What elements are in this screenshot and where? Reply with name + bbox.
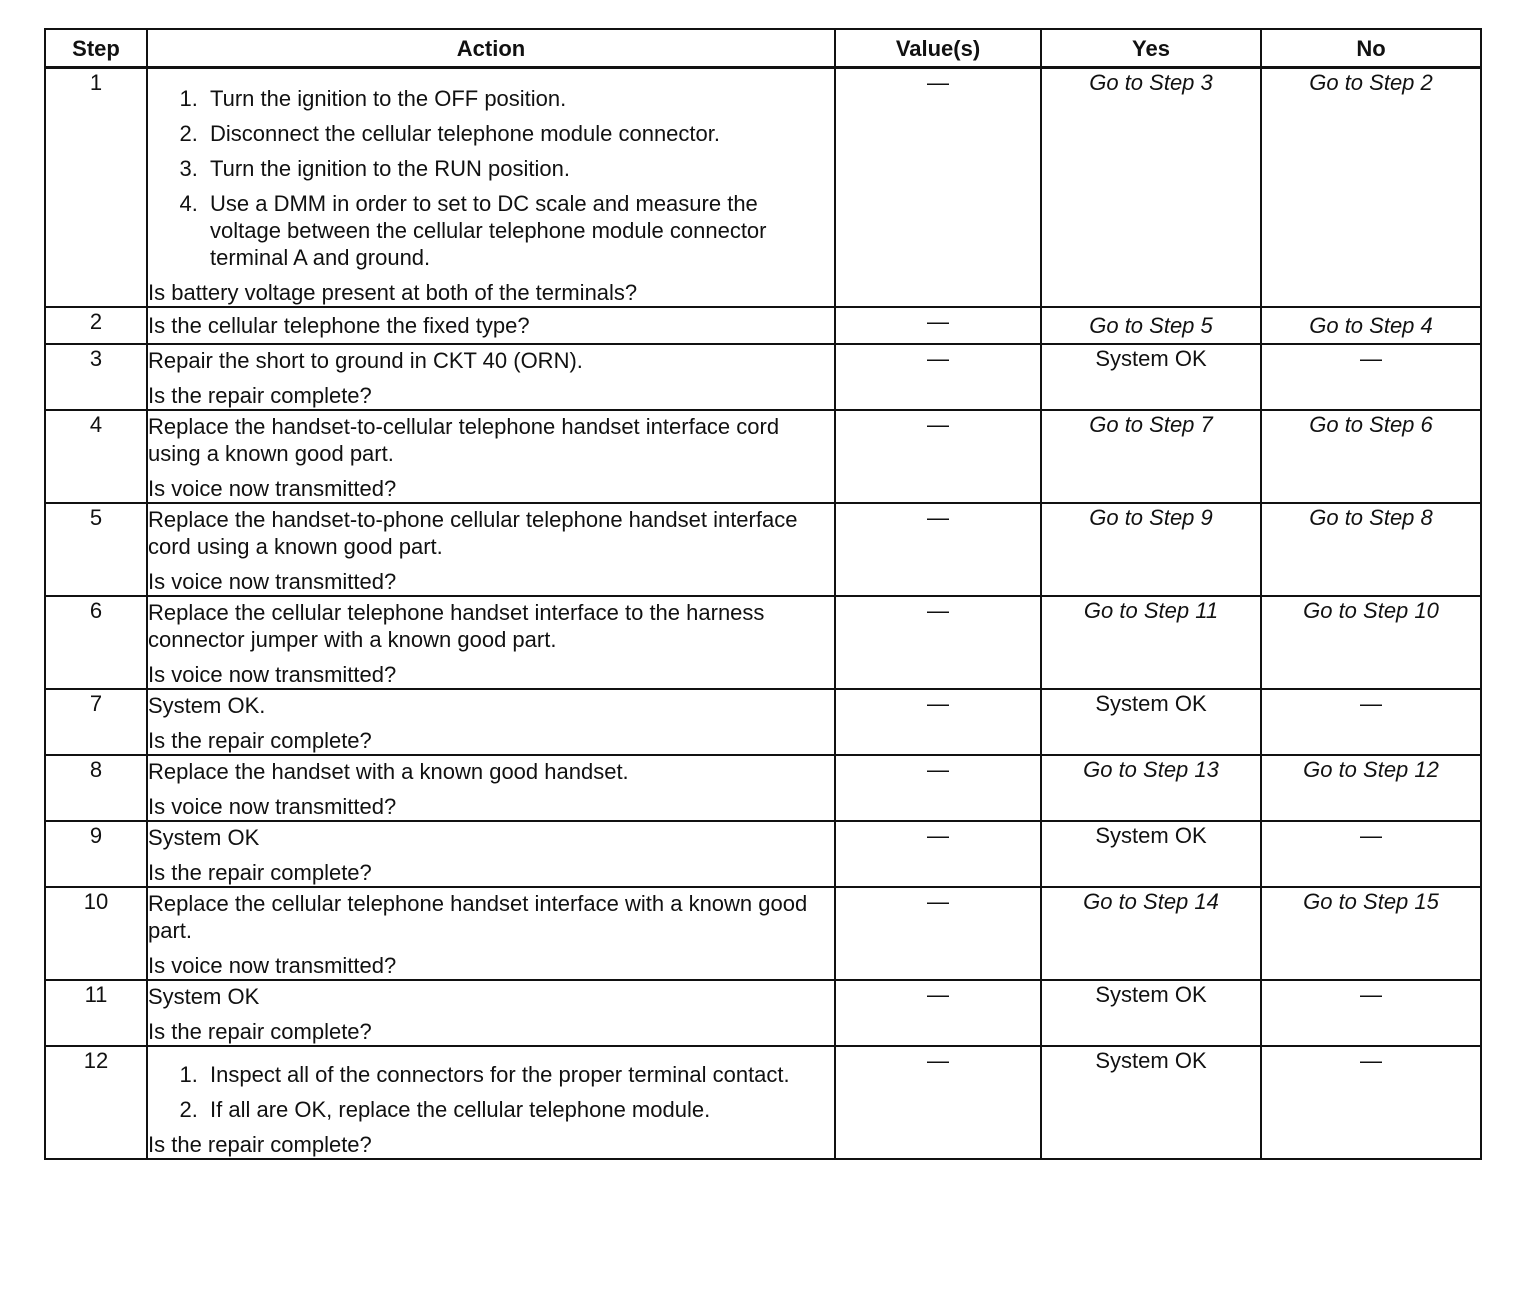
- step-number: 12: [45, 1046, 147, 1159]
- value-cell: —: [835, 1046, 1041, 1159]
- action-cell: [147, 344, 835, 410]
- no-result: Go to Step 10: [1261, 596, 1481, 689]
- action-cell: [147, 689, 835, 755]
- no-result: Go to Step 4: [1261, 307, 1481, 344]
- step-number: 7: [45, 689, 147, 755]
- no-result: Go to Step 15: [1261, 887, 1481, 980]
- header-step: Step: [45, 29, 147, 68]
- yes-result: System OK: [1041, 689, 1261, 755]
- value-cell: —: [835, 68, 1041, 308]
- value-cell: —: [835, 307, 1041, 344]
- step-number: 5: [45, 503, 147, 596]
- table-row: [45, 689, 1481, 755]
- action-question: Is the repair complete?: [148, 383, 372, 408]
- action-cell: [147, 307, 835, 344]
- no-result: Go to Step 12: [1261, 755, 1481, 821]
- action-cell: [147, 410, 835, 503]
- no-result: Go to Step 8: [1261, 503, 1481, 596]
- step-number: 3: [45, 344, 147, 410]
- action-question: Is the repair complete?: [148, 728, 372, 753]
- table-row: [45, 821, 1481, 887]
- no-result: —: [1261, 344, 1481, 410]
- value-cell: —: [835, 503, 1041, 596]
- action-question: Is voice now transmitted?: [148, 953, 397, 978]
- table-row: [45, 755, 1481, 821]
- diagnostic-table: [44, 28, 1482, 1160]
- no-result: —: [1261, 1046, 1481, 1159]
- action-cell: [147, 68, 835, 308]
- value-cell: —: [835, 980, 1041, 1046]
- step-number: 2: [45, 307, 147, 344]
- table-row: [45, 307, 1481, 344]
- action-question: Is the repair complete?: [148, 1132, 372, 1157]
- no-result: Go to Step 6: [1261, 410, 1481, 503]
- action-text: System OK: [148, 984, 260, 1009]
- action-question: Is voice now transmitted?: [148, 569, 397, 594]
- table-row: [45, 68, 1481, 308]
- action-cell: [147, 503, 835, 596]
- no-result: —: [1261, 689, 1481, 755]
- yes-result: System OK: [1041, 1046, 1261, 1159]
- no-result: —: [1261, 821, 1481, 887]
- yes-result: Go to Step 13: [1041, 755, 1261, 821]
- value-cell: —: [835, 755, 1041, 821]
- table-row: [45, 596, 1481, 689]
- yes-result: Go to Step 14: [1041, 887, 1261, 980]
- action-list-item: 2. Disconnect the cellular telephone module connector.: [204, 120, 834, 147]
- action-cell: [147, 596, 835, 689]
- action-list: [148, 1061, 834, 1123]
- value-cell: —: [835, 344, 1041, 410]
- action-text: Replace the cellular telephone handset interface with a known good part.: [148, 891, 808, 943]
- action-list: [148, 85, 834, 271]
- action-question: Is battery voltage present at both of the terminals?: [148, 280, 638, 305]
- action-question: Is voice now transmitted?: [148, 794, 397, 819]
- action-text: System OK.: [148, 693, 266, 718]
- action-cell: [147, 980, 835, 1046]
- action-cell: [147, 755, 835, 821]
- no-result: Go to Step 2: [1261, 68, 1481, 308]
- yes-result: Go to Step 9: [1041, 503, 1261, 596]
- step-number: 4: [45, 410, 147, 503]
- step-number: 8: [45, 755, 147, 821]
- value-cell: —: [835, 887, 1041, 980]
- header-values: Value(s): [835, 29, 1041, 68]
- yes-result: Go to Step 3: [1041, 68, 1261, 308]
- yes-result: Go to Step 7: [1041, 410, 1261, 503]
- table-row: [45, 980, 1481, 1046]
- header-action: Action: [147, 29, 835, 68]
- action-list-item: 2. If all are OK, replace the cellular telephone module.: [204, 1096, 834, 1123]
- action-text: Replace the cellular telephone handset interface to the harness connector jumper with a known good part.: [148, 600, 765, 652]
- action-cell: [147, 821, 835, 887]
- action-cell: [147, 1046, 835, 1159]
- action-text: Replace the handset-to-cellular telephone handset interface cord using a known good part.: [148, 414, 780, 466]
- value-cell: —: [835, 821, 1041, 887]
- action-list-item: 3. Turn the ignition to the RUN position.: [204, 155, 834, 182]
- table-row: [45, 1046, 1481, 1159]
- action-question: Is the repair complete?: [148, 860, 372, 885]
- no-result: —: [1261, 980, 1481, 1046]
- action-text: Replace the handset-to-phone cellular telephone handset interface cord using a known good part.: [148, 507, 798, 559]
- yes-result: System OK: [1041, 344, 1261, 410]
- header-row: [45, 29, 1481, 68]
- step-number: 9: [45, 821, 147, 887]
- value-cell: —: [835, 689, 1041, 755]
- yes-result: Go to Step 5: [1041, 307, 1261, 344]
- action-cell: [147, 887, 835, 980]
- yes-result: System OK: [1041, 821, 1261, 887]
- header-yes: Yes: [1041, 29, 1261, 68]
- table-row: [45, 410, 1481, 503]
- action-question: Is the cellular telephone the fixed type?: [148, 313, 530, 338]
- action-question: Is the repair complete?: [148, 1019, 372, 1044]
- yes-result: Go to Step 11: [1041, 596, 1261, 689]
- table-row: [45, 344, 1481, 410]
- header-no: No: [1261, 29, 1481, 68]
- action-list-item: 4. Use a DMM in order to set to DC scale and measure the voltage between the cellular telephone module connector terminal A and ground.: [204, 190, 834, 271]
- value-cell: —: [835, 410, 1041, 503]
- table-row: [45, 887, 1481, 980]
- action-text: Repair the short to ground in CKT 40 (ORN).: [148, 348, 583, 373]
- value-cell: —: [835, 596, 1041, 689]
- action-question: Is voice now transmitted?: [148, 476, 397, 501]
- yes-result: System OK: [1041, 980, 1261, 1046]
- action-question: Is voice now transmitted?: [148, 662, 397, 687]
- step-number: 10: [45, 887, 147, 980]
- step-number: 6: [45, 596, 147, 689]
- action-list-item: 1. Turn the ignition to the OFF position.: [204, 85, 834, 112]
- action-text: Replace the handset with a known good handset.: [148, 759, 629, 784]
- step-number: 11: [45, 980, 147, 1046]
- table-row: [45, 503, 1481, 596]
- action-list-item: 1. Inspect all of the connectors for the proper terminal contact.: [204, 1061, 834, 1088]
- action-text: System OK: [148, 825, 260, 850]
- step-number: 1: [45, 68, 147, 308]
